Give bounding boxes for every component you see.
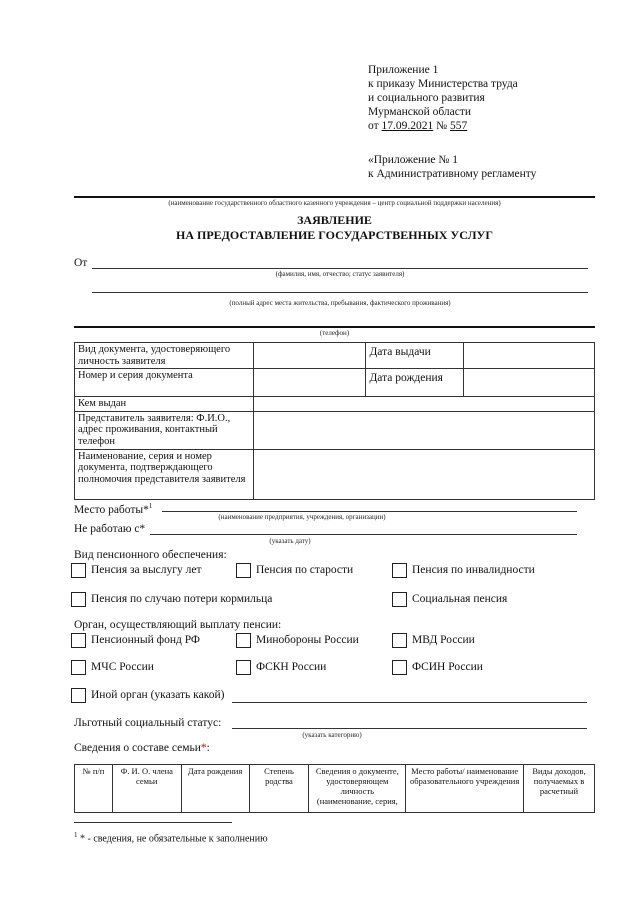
work-caption: (наименование предприятия, учреждения, организации) [218, 513, 386, 521]
benefit-field[interactable] [232, 728, 587, 729]
order-date: 17.09.2021 [381, 120, 434, 132]
issue-date-value[interactable] [464, 343, 595, 369]
header-order-line: от 17.09.2021 № 557 [368, 120, 468, 132]
doc-type-label: Вид документа, удостоверяющего личность заявителя [75, 343, 254, 369]
footnote-number: 1 [74, 831, 78, 839]
header-line: и социального развития [368, 92, 485, 104]
applicant-info-table [74, 342, 595, 500]
authority-doc-value[interactable] [253, 449, 594, 499]
birth-date-value[interactable] [464, 369, 595, 397]
footnote: $^1$ * - сведения, не обязательные к заполнению [74, 831, 268, 845]
family-col-number: № п/п [75, 765, 113, 813]
footnote-mark: 1 [148, 502, 153, 510]
benefit-label: Льготный социальный статус: [74, 717, 222, 729]
regulation-header [368, 153, 628, 181]
not-working-field[interactable] [150, 534, 577, 535]
order-number: 557 [449, 120, 468, 132]
institution-line [74, 196, 595, 198]
not-working-caption: (указать дату) [269, 537, 311, 545]
benefit-caption: (указать категорию) [302, 731, 362, 739]
from-caption: (фамилия, имя, отчество; статус заявителя) [275, 270, 405, 278]
pension-long-service-label: Пенсия за выслугу лет [91, 564, 202, 576]
pension-disability-checkbox[interactable] [392, 563, 407, 578]
pension-disability-label: Пенсия по инвалидности [412, 564, 535, 576]
work-field[interactable] [162, 511, 577, 512]
pension-survivor-checkbox[interactable] [71, 592, 86, 607]
pension-long-service-checkbox[interactable] [71, 563, 86, 578]
pension-social-checkbox[interactable] [392, 592, 407, 607]
pension-title: Вид пенсионного обеспечения: [74, 549, 227, 561]
birth-date-label: Дата рождения [366, 369, 464, 397]
doc-type-value[interactable] [253, 343, 366, 369]
header-line: Мурманской области [368, 106, 472, 118]
payer-pfr-checkbox[interactable] [71, 633, 86, 648]
payer-title: Орган, осуществляющий выплату пенсии: [74, 619, 282, 631]
payer-fsin-label: ФСИН России [412, 661, 483, 673]
pension-social-label: Социальная пенсия [412, 593, 508, 605]
family-table [74, 764, 595, 813]
representative-label: Представитель заявителя: Ф.И.О., адрес проживания, контактный телефон [75, 411, 254, 449]
issued-by-label: Кем выдан [75, 397, 254, 412]
payer-other-checkbox[interactable] [71, 688, 86, 703]
institution-caption: (наименование государственного областного казенного учреждения – центр социальной поддержки населения) [168, 199, 501, 207]
required-star: * [200, 742, 207, 754]
payer-mchs-label: МЧС России [91, 661, 154, 673]
from-field[interactable] [92, 268, 588, 269]
pension-survivor-label: Пенсия по случаю потери кормильца [91, 593, 273, 605]
payer-other-label: Иной орган (указать какой) [91, 689, 225, 701]
payer-mod-label: Минобороны России [256, 634, 359, 646]
payer-mvd-label: МВД России [412, 634, 475, 646]
work-label: Место работы*$^1$ [74, 502, 153, 516]
not-working-label: Не работаю с* [74, 523, 146, 535]
address-caption: (полный адрес места жительства, пребывания, фактического проживания) [229, 299, 451, 307]
appendix-header [368, 63, 628, 133]
doc-number-label: Номер и серия документа [75, 369, 254, 397]
payer-other-field[interactable] [232, 702, 587, 703]
header-line: к Административному регламенту [368, 168, 537, 180]
footnote-separator [74, 822, 232, 823]
representative-value[interactable] [253, 411, 594, 449]
payer-fskn-checkbox[interactable] [236, 660, 251, 675]
family-col-work: Место работы/ наименование образовательного учреждения [406, 765, 524, 813]
document-title: ЗАЯВЛЕНИЕ НА ПРЕДОСТАВЛЕНИЕ ГОСУДАРСТВЕННЫХ УСЛУГ [176, 213, 493, 242]
payer-pfr-label: Пенсионный фонд РФ [91, 634, 201, 646]
doc-number-value[interactable] [253, 369, 366, 397]
from-label: От [74, 257, 88, 269]
phone-field[interactable] [74, 326, 595, 328]
issue-date-label: Дата выдачи [366, 343, 464, 369]
family-col-id-doc: Сведения о документе, удостоверяющем личность (наименование, серия, [309, 765, 406, 813]
payer-mchs-checkbox[interactable] [71, 660, 86, 675]
authority-doc-label: Наименование, серия и номер документа, подтверждающего полномочия представителя заявителя [75, 449, 254, 499]
pension-old-age-checkbox[interactable] [236, 563, 251, 578]
family-label: Сведения о составе семьи*: [74, 742, 210, 754]
family-col-name: Ф. И. О. члена семьи [112, 765, 181, 813]
family-col-income: Виды доходов, получаемых в расчетный [524, 765, 595, 813]
header-line: к приказу Министерства труда [368, 78, 518, 90]
header-line: «Приложение № 1 [368, 154, 458, 166]
payer-mod-checkbox[interactable] [236, 633, 251, 648]
payer-mvd-checkbox[interactable] [392, 633, 407, 648]
family-col-birth-date: Дата рождения [181, 765, 249, 813]
issued-by-value[interactable] [253, 397, 594, 412]
pension-old-age-label: Пенсия по старости [256, 564, 354, 576]
header-line: Приложение 1 [368, 64, 439, 76]
family-col-relation: Степень родства [249, 765, 309, 813]
payer-fsin-checkbox[interactable] [392, 660, 407, 675]
address-field[interactable] [92, 292, 588, 293]
payer-fskn-label: ФСКН России [256, 661, 327, 673]
phone-caption: (телефон) [319, 329, 350, 337]
